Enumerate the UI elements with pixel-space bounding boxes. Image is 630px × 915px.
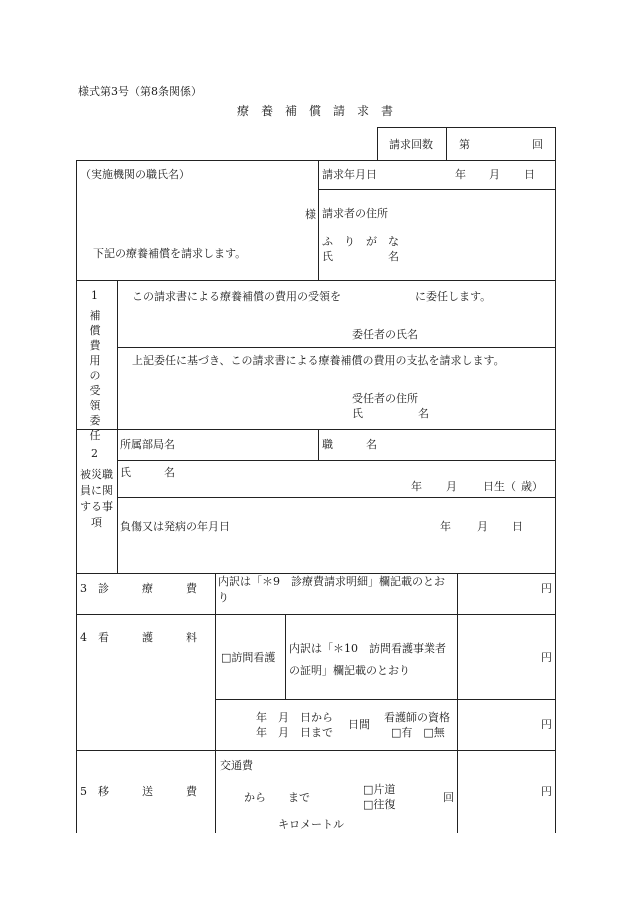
institution-label: （実施機関の職氏名）	[80, 168, 190, 181]
request-date-year: 年	[455, 168, 466, 181]
position-label: 職 名	[322, 438, 377, 451]
delegate-text-a: この請求書による療養補償の費用の受領を	[132, 290, 341, 303]
section3-yen: 円	[541, 582, 552, 595]
transport-times: 回	[443, 791, 454, 804]
request-count-dai: 第	[459, 138, 470, 151]
birth-day: 日生（	[483, 480, 516, 493]
injury-month: 月	[477, 520, 488, 533]
section3-label: 3 診 療 費	[80, 582, 197, 595]
requester-address-label: 請求者の住所	[322, 207, 388, 220]
nursing-period-to: 年 月 日まで	[256, 726, 333, 739]
transport-km: キロメートル	[278, 818, 344, 831]
nursing-days-label: 日間	[348, 718, 370, 731]
employee-name-label: 氏 名	[120, 466, 175, 479]
section4-yen: 円	[541, 651, 552, 664]
furigana-label: ふ り が な	[322, 235, 399, 248]
section5-yen: 円	[541, 785, 552, 798]
one-way-checkbox[interactable]: □片道	[363, 783, 396, 796]
requester-name-label: 氏 名	[322, 250, 399, 263]
section4-detail: 内訳は「＊10 訪問看護事業者の証明」欄記載のとおり	[289, 642, 446, 677]
section3-detail: 内訳は「＊9 診療費請求明細」欄記載のとおり	[218, 575, 445, 604]
section5-label: 5 移 送 費	[80, 785, 197, 798]
form-number: 様式第3号（第8条関係）	[78, 85, 202, 98]
transport-from-to: から まで	[244, 791, 310, 804]
birth-year: 年	[411, 480, 422, 493]
request-date-label: 請求年月日	[322, 168, 377, 181]
nurse-qualification-label: 看護師の資格	[384, 711, 450, 724]
section2-number: 2	[91, 447, 98, 460]
form-title: 療 養 補 償 請 求 書	[236, 104, 393, 118]
request-date-month: 月	[489, 168, 500, 181]
birth-month: 月	[446, 480, 457, 493]
request-date-day: 日	[524, 168, 535, 181]
delegator-name-label: 委任者の氏名	[352, 328, 418, 341]
request-count-label: 請求回数	[389, 138, 433, 151]
round-trip-checkbox[interactable]: □往復	[363, 798, 396, 811]
nursing-period-from: 年 月 日から	[256, 711, 333, 724]
injury-date-label: 負傷又は発病の年月日	[120, 520, 230, 533]
section2-title: 被災職員に関する事項	[80, 468, 113, 529]
nurse-qualification-options[interactable]: □有 □無	[391, 726, 445, 739]
department-label: 所属部局名	[120, 438, 175, 451]
request-statement: 下記の療養補償を請求します。	[93, 247, 247, 260]
payment-request-text: 上記委任に基づき、この請求書による療養補償の費用の支払を請求します。	[132, 354, 505, 367]
section4-label: 4 看 護 料	[80, 631, 197, 644]
sama-label: 様	[305, 208, 316, 221]
section4-yen-2: 円	[541, 718, 552, 731]
visit-nursing-checkbox[interactable]: □訪問看護	[221, 651, 276, 664]
injury-day: 日	[512, 520, 523, 533]
transport-fee-label: 交通費	[220, 759, 253, 772]
section1-number: 1	[91, 289, 98, 302]
section1-title: 補償費用の受領委任	[89, 309, 101, 442]
request-count-kai: 回	[532, 138, 543, 151]
age: 歳）	[521, 480, 543, 493]
injury-year: 年	[440, 520, 451, 533]
delegate-text-b: に委任します。	[415, 290, 492, 303]
delegatee-address-label: 受任者の住所	[352, 392, 418, 405]
delegatee-name-label: 氏 名	[352, 407, 429, 420]
